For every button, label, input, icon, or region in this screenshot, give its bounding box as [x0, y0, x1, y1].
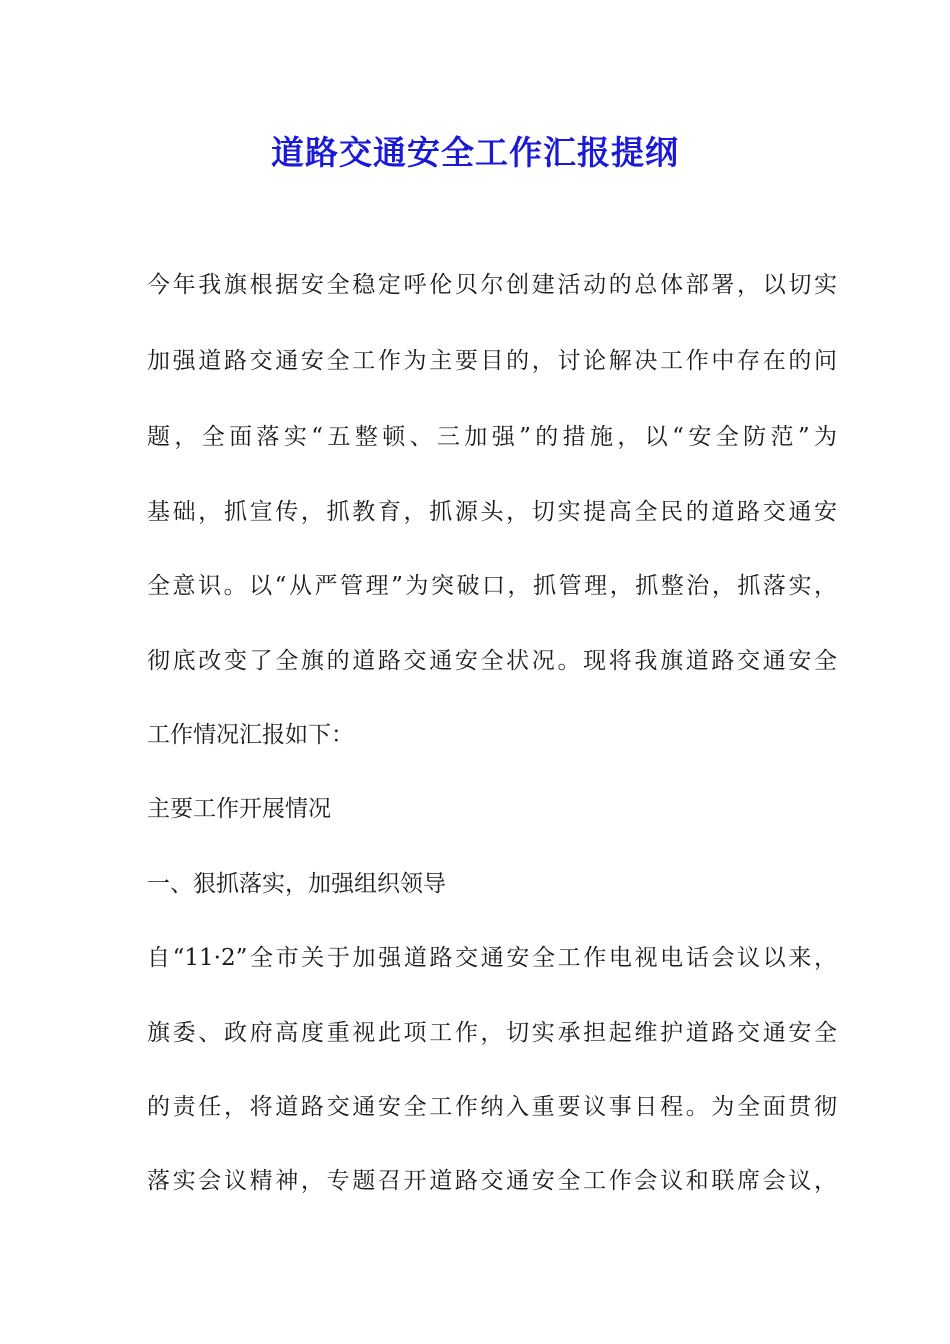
body-line-1: 自“11·2”全市关于加强道路交通安全工作电视电话会议以来，: [147, 945, 837, 971]
body-line-2: 旗委、政府高度重视此项工作，切实承担起维护道路交通安全: [147, 1020, 837, 1046]
body-line-4: 落实会议精神，专题召开道路交通安全工作会议和联席会议，: [147, 1168, 837, 1194]
intro-line-3: 题，全面落实“五整顿、三加强”的措施，以“安全防范”为: [147, 424, 837, 450]
intro-line-2: 加强道路交通安全工作为主要目的，讨论解决工作中存在的问: [147, 348, 837, 374]
subsection-heading: 一、狠抓落实，加强组织领导: [147, 871, 446, 897]
section-heading: 主要工作开展情况: [147, 796, 331, 822]
body-line-3: 的责任，将道路交通安全工作纳入重要议事日程。为全面贯彻: [147, 1094, 837, 1120]
intro-line-7: 工作情况汇报如下：: [147, 722, 354, 748]
intro-line-5: 全意识。以“从严管理”为突破口，抓管理，抓整治，抓落实，: [147, 573, 837, 599]
intro-line-6: 彻底改变了全旗的道路交通安全状况。现将我旗道路交通安全: [147, 648, 837, 674]
intro-line-1: 今年我旗根据安全稳定呼伦贝尔创建活动的总体部署，以切实: [147, 272, 837, 298]
intro-line-4: 基础，抓宣传，抓教育，抓源头，切实提高全民的道路交通安: [147, 499, 837, 525]
document-title: 道路交通安全工作汇报提纲: [271, 133, 679, 172]
